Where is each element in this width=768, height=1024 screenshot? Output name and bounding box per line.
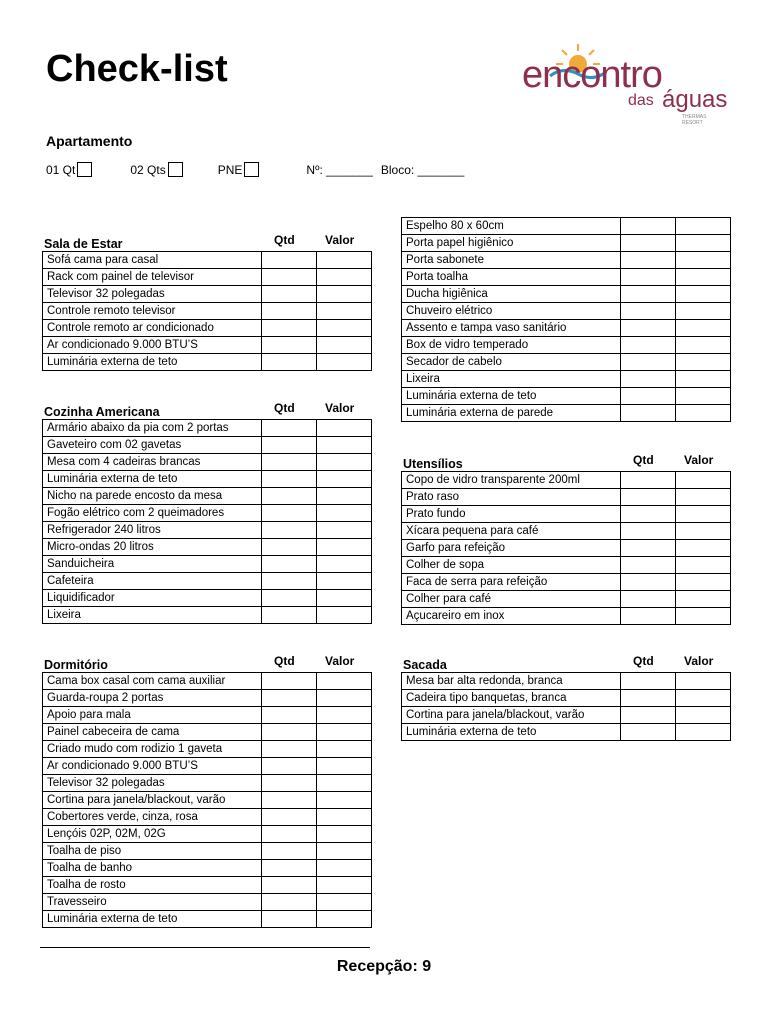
table-row <box>43 522 372 539</box>
valor-cell[interactable] <box>317 286 372 303</box>
valor-cell[interactable] <box>676 673 731 690</box>
qtd-cell[interactable] <box>262 320 317 337</box>
section-cozinha-americana <box>42 402 372 624</box>
table-row <box>402 269 731 286</box>
qtd-cell[interactable] <box>621 673 676 690</box>
qtd-cell[interactable] <box>262 826 317 843</box>
item-label: Colher de sopa <box>402 557 621 574</box>
valor-cell[interactable] <box>676 320 731 337</box>
qtd-cell[interactable] <box>262 911 317 928</box>
item-label: Luminária externa de teto <box>43 911 262 928</box>
item-label: Lixeira <box>43 607 262 624</box>
valor-header: Valor <box>325 401 355 415</box>
table-row <box>43 303 372 320</box>
valor-cell[interactable] <box>317 673 372 690</box>
item-label: Chuveiro elétrico <box>402 303 621 320</box>
item-label: Sanduicheira <box>43 556 262 573</box>
item-label: Mesa com 4 cadeiras brancas <box>43 454 262 471</box>
valor-cell[interactable] <box>317 590 372 607</box>
valor-cell[interactable] <box>317 488 372 505</box>
table-row <box>43 337 372 354</box>
valor-cell[interactable] <box>317 826 372 843</box>
table-row <box>402 506 731 523</box>
qtd-cell[interactable] <box>262 894 317 911</box>
item-label: Armário abaixo da pia com 2 portas <box>43 420 262 437</box>
item-label: Cobertores verde, cinza, rosa <box>43 809 262 826</box>
table-row <box>402 523 731 540</box>
qtd-cell[interactable] <box>621 523 676 540</box>
valor-cell[interactable] <box>317 607 372 624</box>
table-row <box>43 792 372 809</box>
qtd-cell[interactable] <box>621 472 676 489</box>
qtd-cell[interactable] <box>621 388 676 405</box>
encontro-das-aguas-logo <box>522 40 728 126</box>
item-label: Ducha higiênica <box>402 286 621 303</box>
item-label: Toalha de piso <box>43 843 262 860</box>
table-row <box>402 286 731 303</box>
valor-cell[interactable] <box>676 608 731 625</box>
section-header <box>401 454 731 471</box>
table-row <box>402 690 731 707</box>
option-01qt-checkbox[interactable] <box>77 162 92 177</box>
valor-cell[interactable] <box>676 303 731 320</box>
item-label: Toalha de rosto <box>43 877 262 894</box>
item-label: Sofá cama para casal <box>43 252 262 269</box>
table-row <box>43 286 372 303</box>
logo-das-text: das <box>628 92 654 109</box>
table-row <box>402 557 731 574</box>
item-label: Lixeira <box>402 371 621 388</box>
table-row <box>402 724 731 741</box>
section-dormitorio <box>42 655 372 928</box>
table-row <box>43 826 372 843</box>
item-label: Fogão elétrico com 2 queimadores <box>43 505 262 522</box>
table-row <box>43 454 372 471</box>
item-label: Travesseiro <box>43 894 262 911</box>
valor-cell[interactable] <box>676 235 731 252</box>
valor-cell[interactable] <box>317 860 372 877</box>
valor-cell[interactable] <box>317 420 372 437</box>
qtd-cell[interactable] <box>262 556 317 573</box>
valor-cell[interactable] <box>676 724 731 741</box>
table-row <box>43 471 372 488</box>
qtd-cell[interactable] <box>262 437 317 454</box>
item-label: Colher para café <box>402 591 621 608</box>
valor-cell[interactable] <box>676 489 731 506</box>
valor-cell[interactable] <box>676 252 731 269</box>
valor-cell[interactable] <box>676 506 731 523</box>
table-row <box>43 775 372 792</box>
section-header <box>42 234 372 251</box>
table-row <box>43 252 372 269</box>
item-label: Liquidificador <box>43 590 262 607</box>
valor-cell[interactable] <box>317 522 372 539</box>
table-row <box>402 707 731 724</box>
checklist-table <box>42 672 372 928</box>
qtd-cell[interactable] <box>621 489 676 506</box>
table-row <box>43 707 372 724</box>
qtd-cell[interactable] <box>621 608 676 625</box>
qtd-cell[interactable] <box>621 405 676 422</box>
valor-cell[interactable] <box>317 843 372 860</box>
table-row <box>43 758 372 775</box>
table-row <box>43 320 372 337</box>
table-row <box>43 809 372 826</box>
option-pne-checkbox[interactable] <box>244 162 259 177</box>
qtd-cell[interactable] <box>262 707 317 724</box>
valor-cell[interactable] <box>317 471 372 488</box>
option-02qts-label: 02 Qts <box>130 162 166 177</box>
item-label: Porta toalha <box>402 269 621 286</box>
qtd-cell[interactable] <box>262 775 317 792</box>
footer-recepcao: Recepção: 9 <box>336 958 432 975</box>
valor-cell[interactable] <box>317 707 372 724</box>
qtd-cell[interactable] <box>262 590 317 607</box>
table-row <box>43 590 372 607</box>
logo-main-text: encontro <box>522 54 662 96</box>
valor-cell[interactable] <box>317 437 372 454</box>
qtd-cell[interactable] <box>621 235 676 252</box>
item-label: Controle remoto ar condicionado <box>43 320 262 337</box>
table-row <box>43 860 372 877</box>
qtd-cell[interactable] <box>621 252 676 269</box>
item-label: Micro-ondas 20 litros <box>43 539 262 556</box>
valor-cell[interactable] <box>317 556 372 573</box>
qtd-cell[interactable] <box>621 506 676 523</box>
section-sacada <box>401 655 731 741</box>
table-row <box>402 252 731 269</box>
valor-header: Valor <box>684 453 714 467</box>
item-label: Garfo para refeição <box>402 540 621 557</box>
qtd-cell[interactable] <box>621 574 676 591</box>
valor-cell[interactable] <box>317 877 372 894</box>
valor-cell[interactable] <box>317 252 372 269</box>
checklist-table <box>42 419 372 624</box>
valor-cell[interactable] <box>317 741 372 758</box>
valor-cell[interactable] <box>676 523 731 540</box>
valor-cell[interactable] <box>317 303 372 320</box>
valor-cell[interactable] <box>676 591 731 608</box>
checklist-table <box>401 672 731 741</box>
valor-cell[interactable] <box>317 573 372 590</box>
qtd-cell[interactable] <box>621 371 676 388</box>
qtd-cell[interactable] <box>262 724 317 741</box>
apartamento-options <box>46 162 464 177</box>
valor-cell[interactable] <box>676 707 731 724</box>
table-row <box>402 591 731 608</box>
qtd-cell[interactable] <box>262 607 317 624</box>
qtd-cell[interactable] <box>262 354 317 371</box>
section-title: Sala de Estar <box>44 237 123 251</box>
valor-header: Valor <box>684 654 714 668</box>
valor-cell[interactable] <box>676 388 731 405</box>
table-row <box>43 724 372 741</box>
valor-cell[interactable] <box>317 354 372 371</box>
qtd-cell[interactable] <box>262 673 317 690</box>
item-label: Rack com painel de televisor <box>43 269 262 286</box>
valor-cell[interactable] <box>676 540 731 557</box>
item-label: Porta papel higiênico <box>402 235 621 252</box>
section-header <box>42 402 372 419</box>
qtd-header: Qtd <box>274 654 295 668</box>
valor-cell[interactable] <box>676 337 731 354</box>
item-label: Mesa bar alta redonda, branca <box>402 673 621 690</box>
qtd-cell[interactable] <box>262 690 317 707</box>
table-row <box>402 320 731 337</box>
valor-cell[interactable] <box>676 405 731 422</box>
qtd-cell[interactable] <box>262 471 317 488</box>
table-row <box>43 556 372 573</box>
qtd-cell[interactable] <box>621 707 676 724</box>
valor-cell[interactable] <box>676 286 731 303</box>
qtd-cell[interactable] <box>621 591 676 608</box>
table-row <box>43 894 372 911</box>
qtd-cell[interactable] <box>262 488 317 505</box>
qtd-cell[interactable] <box>621 540 676 557</box>
qtd-cell[interactable] <box>621 320 676 337</box>
table-row <box>402 574 731 591</box>
table-row <box>402 303 731 320</box>
table-row <box>43 437 372 454</box>
table-row <box>43 690 372 707</box>
item-label: Cortina para janela/blackout, varão <box>43 792 262 809</box>
table-row <box>43 607 372 624</box>
valor-cell[interactable] <box>317 792 372 809</box>
item-label: Cama box casal com cama auxiliar <box>43 673 262 690</box>
qtd-cell[interactable] <box>621 303 676 320</box>
checklist-table <box>42 251 372 371</box>
item-label: Porta sabonete <box>402 252 621 269</box>
qtd-header: Qtd <box>274 233 295 247</box>
qtd-cell[interactable] <box>621 354 676 371</box>
valor-cell[interactable] <box>676 690 731 707</box>
section-title: Cozinha Americana <box>44 405 160 419</box>
item-label: Televisor 32 polegadas <box>43 286 262 303</box>
table-row <box>43 741 372 758</box>
valor-cell[interactable] <box>317 454 372 471</box>
section-header <box>401 655 731 672</box>
valor-cell[interactable] <box>317 758 372 775</box>
qtd-cell[interactable] <box>262 454 317 471</box>
qtd-cell[interactable] <box>262 877 317 894</box>
table-row <box>402 489 731 506</box>
valor-cell[interactable] <box>317 539 372 556</box>
table-row <box>43 420 372 437</box>
section-title: Utensílios <box>403 457 463 471</box>
bottom-divider <box>40 947 370 948</box>
qtd-cell[interactable] <box>262 573 317 590</box>
item-label: Faca de serra para refeição <box>402 574 621 591</box>
valor-cell[interactable] <box>317 337 372 354</box>
item-label: Ar condicionado 9.000 BTU’S <box>43 337 262 354</box>
qtd-cell[interactable] <box>262 843 317 860</box>
table-row <box>43 911 372 928</box>
valor-cell[interactable] <box>317 894 372 911</box>
item-label: Guarda-roupa 2 portas <box>43 690 262 707</box>
option-02qts <box>130 162 182 177</box>
qtd-cell[interactable] <box>621 269 676 286</box>
table-row <box>43 354 372 371</box>
qtd-cell[interactable] <box>262 420 317 437</box>
qtd-cell[interactable] <box>621 218 676 235</box>
qtd-cell[interactable] <box>621 557 676 574</box>
qtd-cell[interactable] <box>262 809 317 826</box>
item-label: Luminária externa de teto <box>43 471 262 488</box>
table-row <box>402 354 731 371</box>
qtd-cell[interactable] <box>262 758 317 775</box>
valor-cell[interactable] <box>676 371 731 388</box>
qtd-header: Qtd <box>633 654 654 668</box>
item-label: Luminária externa de teto <box>43 354 262 371</box>
option-pne <box>218 162 260 177</box>
option-01qt-label: 01 Qt <box>46 162 76 177</box>
qtd-cell[interactable] <box>262 522 317 539</box>
valor-cell[interactable] <box>317 911 372 928</box>
item-label: Ar condicionado 9.000 BTU’S <box>43 758 262 775</box>
item-label: Criado mudo com rodizio 1 gaveta <box>43 741 262 758</box>
valor-cell[interactable] <box>676 472 731 489</box>
valor-header: Valor <box>325 233 355 247</box>
option-02qts-checkbox[interactable] <box>168 162 183 177</box>
section-utensilios <box>401 454 731 625</box>
table-row <box>402 608 731 625</box>
option-01qt <box>46 162 92 177</box>
valor-cell[interactable] <box>317 505 372 522</box>
item-label: Copo de vidro transparente 200ml <box>402 472 621 489</box>
item-label: Lençóis 02P, 02M, 02G <box>43 826 262 843</box>
qtd-cell[interactable] <box>262 505 317 522</box>
qtd-cell[interactable] <box>621 337 676 354</box>
table-row <box>43 673 372 690</box>
item-label: Secador de cabelo <box>402 354 621 371</box>
page-title: Check-list <box>46 48 228 90</box>
section-title: Dormitório <box>44 658 108 672</box>
table-row <box>43 843 372 860</box>
qtd-cell[interactable] <box>262 269 317 286</box>
table-row <box>402 371 731 388</box>
logo-aguas-text: águas <box>662 86 728 113</box>
qtd-cell[interactable] <box>262 741 317 758</box>
valor-cell[interactable] <box>317 775 372 792</box>
qtd-cell[interactable] <box>262 539 317 556</box>
item-label: Espelho 80 x 60cm <box>402 218 621 235</box>
table-row <box>402 218 731 235</box>
numero-field[interactable]: Nº: _______ <box>306 162 373 177</box>
checklist-table <box>401 217 731 422</box>
checklist-table <box>401 471 731 625</box>
table-row <box>43 269 372 286</box>
qtd-cell[interactable] <box>262 303 317 320</box>
table-row <box>43 877 372 894</box>
table-row <box>402 388 731 405</box>
qtd-cell[interactable] <box>262 252 317 269</box>
qtd-header: Qtd <box>633 453 654 467</box>
qtd-cell[interactable] <box>262 792 317 809</box>
section-header <box>42 655 372 672</box>
item-label: Prato fundo <box>402 506 621 523</box>
item-label: Assento e tampa vaso sanitário <box>402 320 621 337</box>
item-label: Cadeira tipo banquetas, branca <box>402 690 621 707</box>
table-row <box>43 505 372 522</box>
valor-cell[interactable] <box>317 724 372 741</box>
qtd-cell[interactable] <box>621 690 676 707</box>
table-row <box>402 472 731 489</box>
section-sala-de-estar <box>42 234 372 371</box>
item-label: Gaveteiro com 02 gavetas <box>43 437 262 454</box>
qtd-cell[interactable] <box>262 286 317 303</box>
valor-cell[interactable] <box>676 354 731 371</box>
qtd-cell[interactable] <box>262 337 317 354</box>
qtd-cell[interactable] <box>621 286 676 303</box>
qtd-header: Qtd <box>274 401 295 415</box>
valor-header: Valor <box>325 654 355 668</box>
section-title: Sacada <box>403 658 447 672</box>
item-label: Açucareiro em inox <box>402 608 621 625</box>
valor-cell[interactable] <box>317 690 372 707</box>
item-label: Cortina para janela/blackout, varão <box>402 707 621 724</box>
valor-cell[interactable] <box>676 574 731 591</box>
table-row <box>402 337 731 354</box>
item-label: Prato raso <box>402 489 621 506</box>
item-label: Televisor 32 polegadas <box>43 775 262 792</box>
item-label: Box de vidro temperado <box>402 337 621 354</box>
item-label: Cafeteira <box>43 573 262 590</box>
section-banheiro <box>401 217 731 422</box>
qtd-cell[interactable] <box>621 724 676 741</box>
qtd-cell[interactable] <box>262 860 317 877</box>
logo-tagline: THERMAS RESORT <box>682 114 707 126</box>
option-pne-label: PNE <box>217 162 243 177</box>
table-row <box>43 539 372 556</box>
valor-cell[interactable] <box>317 809 372 826</box>
table-row <box>402 405 731 422</box>
bloco-field[interactable]: Bloco: _______ <box>380 162 465 177</box>
table-row <box>402 540 731 557</box>
valor-cell[interactable] <box>317 269 372 286</box>
item-label: Luminária externa de teto <box>402 724 621 741</box>
item-label: Nicho na parede encosto da mesa <box>43 488 262 505</box>
table-row <box>43 573 372 590</box>
item-label: Controle remoto televisor <box>43 303 262 320</box>
table-row <box>43 488 372 505</box>
valor-cell[interactable] <box>676 557 731 574</box>
item-label: Apoio para mala <box>43 707 262 724</box>
item-label: Painel cabeceira de cama <box>43 724 262 741</box>
item-label: Toalha de banho <box>43 860 262 877</box>
valor-cell[interactable] <box>676 269 731 286</box>
item-label: Luminária externa de teto <box>402 388 621 405</box>
table-row <box>402 673 731 690</box>
item-label: Refrigerador 240 litros <box>43 522 262 539</box>
apartamento-label: Apartamento <box>46 133 133 149</box>
item-label: Xícara pequena para café <box>402 523 621 540</box>
item-label: Luminária externa de parede <box>402 405 621 422</box>
valor-cell[interactable] <box>317 320 372 337</box>
table-row <box>402 235 731 252</box>
valor-cell[interactable] <box>676 218 731 235</box>
